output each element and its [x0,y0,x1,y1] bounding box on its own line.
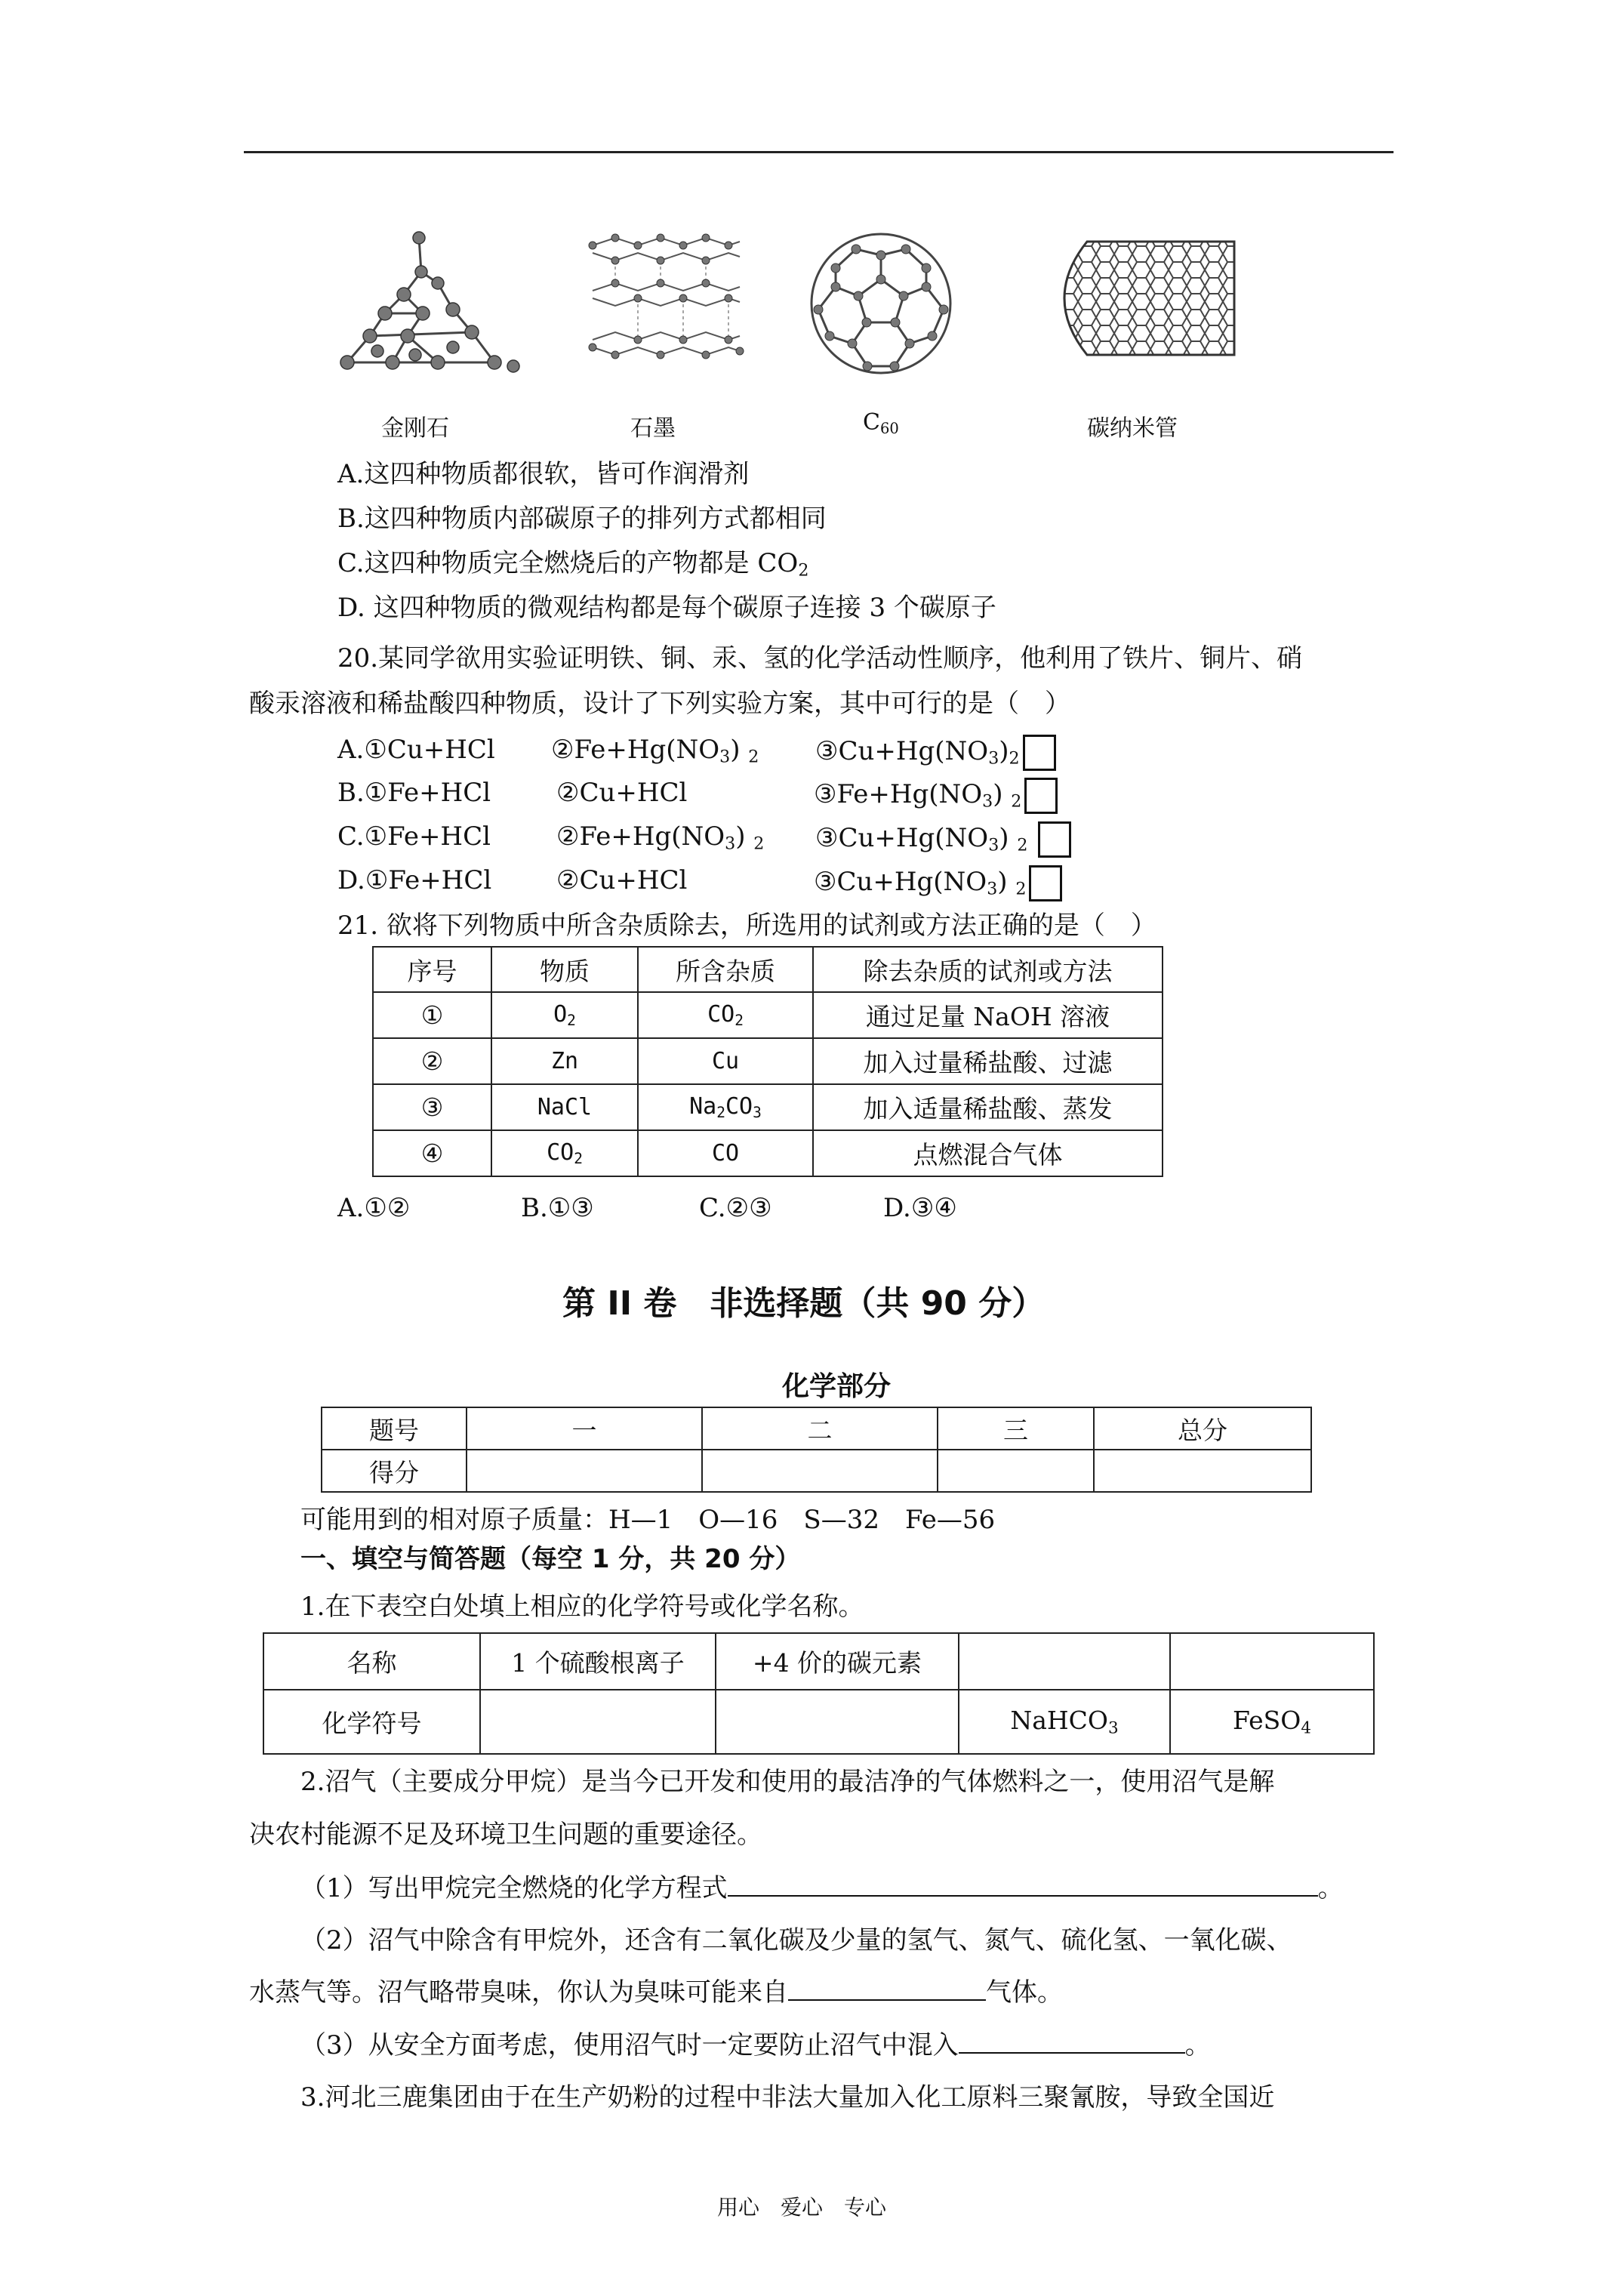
table-cell: $O_2$ [491,992,638,1038]
q2-stem-line2: 决农村能源不足及环境卫生问题的重要途径。 [249,1820,762,1850]
graphite-caption: 石墨 [630,415,676,442]
table-row [373,1130,1163,1176]
answer-box [1023,735,1056,771]
answer-blank[interactable] [959,2029,1185,2054]
q20-option-c-2: $②Fe+Hg(NO_3)$ $_2$ [556,821,765,854]
q20-option-d-2: ②Cu+HCl [556,865,688,895]
table-header: 所含杂质 [638,947,813,992]
q2-part3: （3）从安全方面考虑，使用沼气时一定要防止沼气中混入 。 [300,2030,1211,2060]
q21-answer-c: C.②③ [699,1193,772,1223]
table-cell: CO [638,1130,813,1176]
q20-option-d-3: $③Cu+Hg(NO_3)$ $_2$ [814,865,1062,905]
section1-title: 一、填空与简答题（每空 1 分，共 20 分） [300,1544,801,1574]
score-table [321,1407,1312,1493]
diamond-structure-figure [332,227,521,385]
answer-cell[interactable] [480,1690,716,1754]
q20-option-a-2: $②Fe+Hg(NO_3)$ $_2$ [551,735,759,767]
table-cell: $Na_2CO_3$ [638,1084,813,1130]
table-cell: NaCl [491,1084,638,1130]
atomic-mass-line: 可能用到的相对原子质量：H—1 O—16 S—32 Fe—56 [300,1505,996,1535]
q21-answer-a: A.①② [337,1193,411,1223]
part2-subtitle: 化学部分 [782,1371,892,1402]
graphite-structure-figure [585,230,747,381]
q21-table [372,946,1163,1177]
q19-option-a: A.这四种物质都很软，皆可作润滑剂 [337,459,750,489]
q20-option-d: D.①Fe+HCl [337,865,492,895]
answer-blank[interactable] [788,1977,986,2001]
table-cell: 1 个硫酸根离子 [480,1633,716,1690]
table-row [373,1038,1163,1084]
nanotube-structure-figure [1042,230,1238,366]
score-cell[interactable] [1094,1450,1311,1492]
c60-caption: $C_{60}$ [863,409,899,437]
q21-answer-b: B.①③ [521,1193,594,1223]
table-cell: $CO_2$ [638,992,813,1038]
table-cell: 一 [467,1407,702,1450]
table-cell: ② [373,1038,491,1084]
table-cell: 三 [938,1407,1094,1450]
answer-box [1038,821,1071,858]
q2-stem-line1: 2.沼气（主要成分甲烷）是当今已开发和使用的最洁净的气体燃料之一，使用沼气是解 [300,1767,1275,1797]
q21-answer-d: D.③④ [883,1193,957,1223]
table-row [373,1084,1163,1130]
table-row [373,992,1163,1038]
table-cell: 点燃混合气体 [813,1130,1163,1176]
q20-option-b-2: ②Cu+HCl [556,778,688,808]
table-cell: ④ [373,1130,491,1176]
q1-stem: 1.在下表空白处填上相应的化学符号或化学名称。 [300,1592,864,1622]
diamond-caption: 金刚石 [381,415,449,442]
table-cell: ① [373,992,491,1038]
table-header: 除去杂质的试剂或方法 [813,947,1163,992]
page-footer: 用心 爱心 专心 [717,2195,887,2220]
score-cell[interactable] [702,1450,938,1492]
table-cell: FeSO$_4$ [1170,1690,1374,1754]
table-header: 物质 [491,947,638,992]
q20-option-b-3: $③Fe+Hg(NO_3)$ $_2$ [814,778,1058,817]
part2-title: 第 II 卷 非选择题（共 90 分） [562,1284,1046,1323]
q20-option-c-3: $③Cu+Hg(NO_3)$ $_2$ [815,821,1071,861]
answer-blank[interactable] [728,1872,1318,1897]
q20-option-b: B.①Fe+HCl [337,778,491,808]
table-cell: 加入适量稀盐酸、蒸发 [813,1084,1163,1130]
q20-option-c: C.①Fe+HCl [337,821,491,852]
table-cell: Zn [491,1038,638,1084]
q21-stem: 21. 欲将下列物质中所含杂质除去，所选用的试剂或方法正确的是（ ） [337,911,1156,941]
table-cell: 总分 [1094,1407,1311,1450]
nanotube-caption: 碳纳米管 [1087,415,1178,442]
table-cell: 通过足量 NaOH 溶液 [813,992,1163,1038]
q2-part1: （1）写出甲烷完全燃烧的化学方程式 。 [300,1873,1344,1903]
table-cell: 二 [702,1407,938,1450]
header-rule [244,151,1394,153]
score-cell[interactable] [938,1450,1094,1492]
table-cell: ③ [373,1084,491,1130]
answer-cell[interactable] [1170,1633,1374,1690]
table-cell: +4 价的碳元素 [716,1633,959,1690]
table-cell: 题号 [322,1407,467,1450]
q2-part2-line2: 水蒸气等。沼气略带臭味，你认为臭味可能来自 气体。 [249,1977,1063,2008]
q1-table [263,1632,1375,1755]
table-cell: Cu [638,1038,813,1084]
answer-cell[interactable] [716,1690,959,1754]
q2-part2-line1: （2）沼气中除含有甲烷外，还含有二氧化碳及少量的氢气、氮气、硫化氢、一氧化碳、 [300,1925,1292,1955]
table-cell: NaHCO$_3$ [959,1690,1170,1754]
q20-option-a: A.①Cu+HCl [337,735,495,765]
table-header: 序号 [373,947,491,992]
table-cell: 名称 [263,1633,480,1690]
table-cell: 得分 [322,1450,467,1492]
q20-stem-line1: 20.某同学欲用实验证明铁、铜、汞、氢的化学活动性顺序，他利用了铁片、铜片、硝 [337,643,1303,673]
score-cell[interactable] [467,1450,702,1492]
q20-stem-line2: 酸汞溶液和稀盐酸四种物质，设计了下列实验方案，其中可行的是（ ） [249,689,1070,719]
answer-cell[interactable] [959,1633,1170,1690]
q3-stem-line1: 3.河北三鹿集团由于在生产奶粉的过程中非法大量加入化工原料三聚氰胺，导致全国近 [300,2082,1275,2113]
q19-option-b: B.这四种物质内部碳原子的排列方式都相同 [337,504,827,534]
c60-structure-figure [804,227,959,381]
answer-box [1024,778,1058,814]
table-cell: $CO_2$ [491,1130,638,1176]
q19-option-c: C.这四种物质完全燃烧后的产物都是 $CO_2$ [337,548,809,581]
q20-option-a-3: $③Cu+Hg(NO_3)_2$ [815,735,1056,774]
table-cell: 化学符号 [263,1690,480,1754]
table-cell: 加入过量稀盐酸、过滤 [813,1038,1163,1084]
q19-option-d: D. 这四种物质的微观结构都是每个碳原子连接 3 个碳原子 [337,593,996,623]
answer-box [1029,865,1062,901]
